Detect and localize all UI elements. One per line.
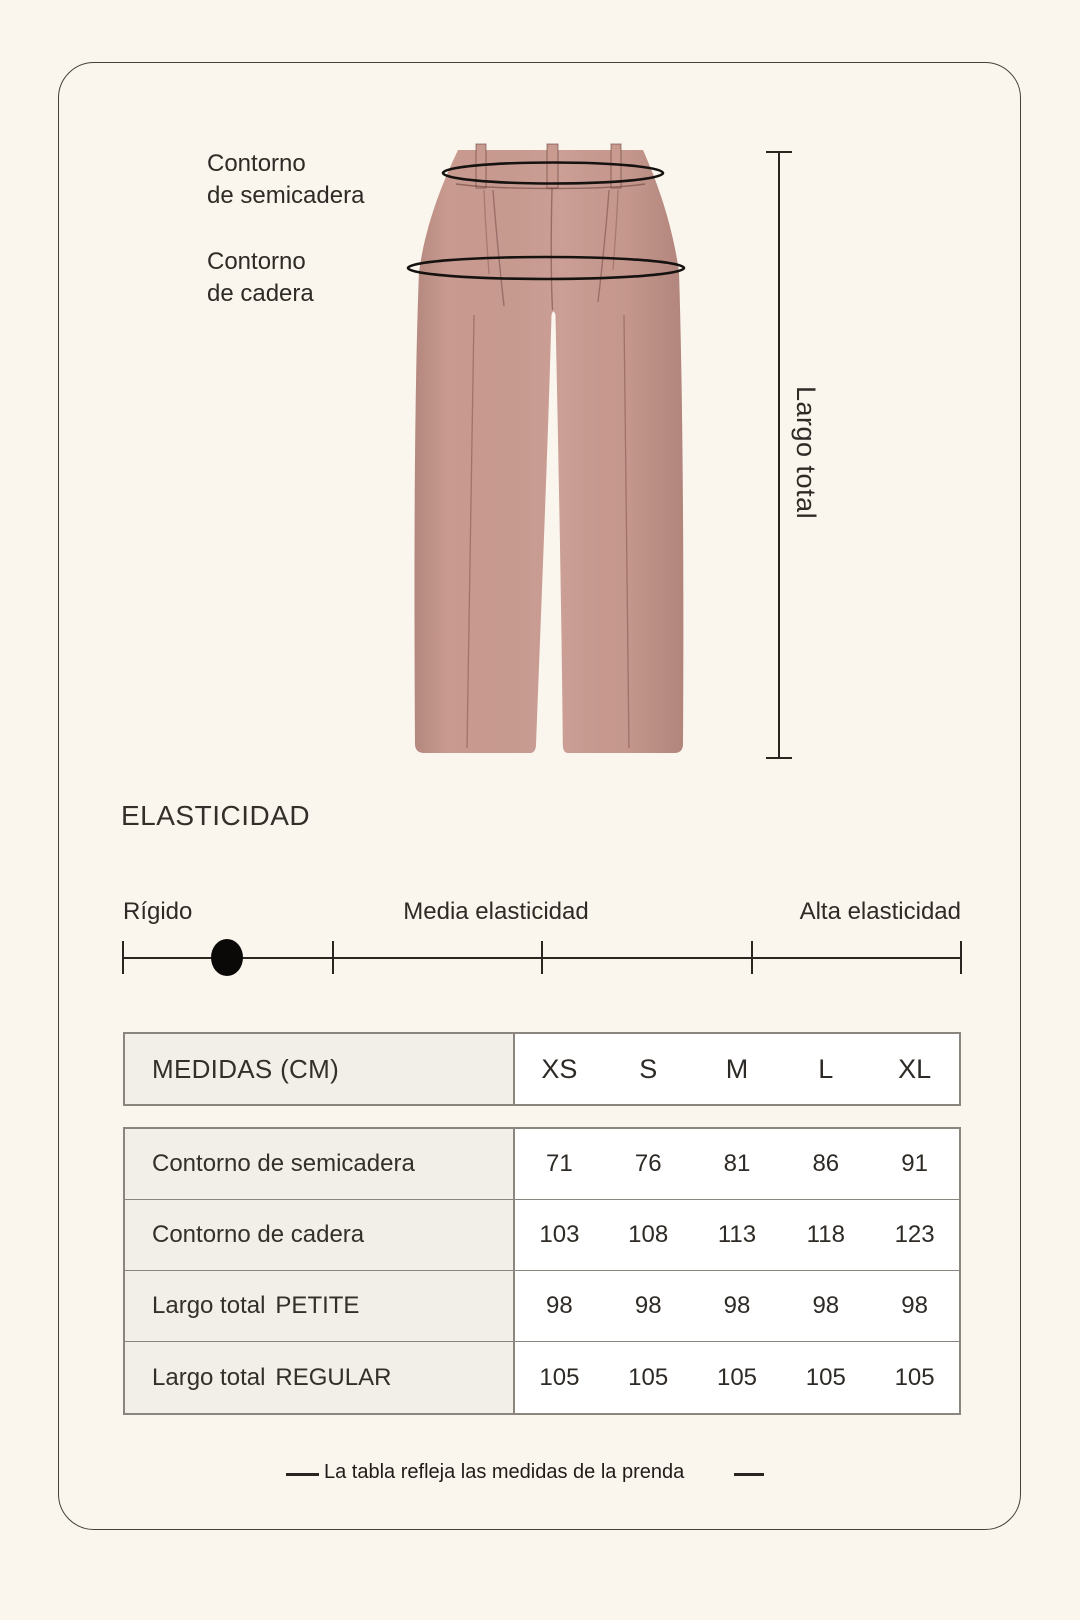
cell-value: 105 xyxy=(894,1363,935,1391)
cell-value: 98 xyxy=(812,1292,840,1319)
belt-loop xyxy=(547,144,558,188)
elasticity-label-media: Media elasticidad xyxy=(403,898,589,925)
cell-value: 108 xyxy=(628,1221,669,1248)
row-values xyxy=(515,1271,959,1341)
cell-value: 105 xyxy=(628,1363,669,1391)
largo-measure-line xyxy=(778,152,780,758)
semicadera-label-line1: Contorno xyxy=(207,150,306,177)
cell-value: 81 xyxy=(723,1150,751,1177)
semicadera-label-line2: de semicadera xyxy=(207,182,365,209)
cell-value: 113 xyxy=(717,1221,757,1248)
cell-value: 118 xyxy=(806,1221,845,1248)
cell-value: 71 xyxy=(546,1150,573,1177)
cell-value: 98 xyxy=(723,1292,751,1319)
elasticity-label-alta: Alta elasticidad xyxy=(799,898,961,925)
trousers-illustration xyxy=(390,140,700,770)
elasticity-labels xyxy=(123,898,961,926)
largo-label: Largo total xyxy=(791,386,821,520)
row-values xyxy=(515,1129,959,1199)
elasticity-tick xyxy=(122,941,124,974)
trousers-shading xyxy=(414,150,683,753)
elasticity-tick xyxy=(751,941,753,974)
size-col-l: L xyxy=(818,1053,834,1084)
cell-value: 86 xyxy=(812,1150,840,1177)
size-col-s: S xyxy=(639,1053,658,1084)
cell-value: 91 xyxy=(901,1150,928,1177)
elasticity-tick xyxy=(541,941,543,974)
measures-table-title: MEDIDAS (CM) xyxy=(125,1034,515,1104)
cell-value: 98 xyxy=(546,1292,573,1319)
row-values xyxy=(515,1342,959,1413)
footer-note: La tabla refleja las medidas de la prenda xyxy=(324,1461,685,1483)
cell-value: 105 xyxy=(805,1363,846,1391)
cell-value: 98 xyxy=(901,1292,928,1319)
measures-table-body xyxy=(123,1127,961,1415)
measures-table-header xyxy=(123,1032,961,1106)
footer-dash-right xyxy=(734,1473,764,1476)
table-row xyxy=(125,1271,959,1342)
cell-value: 103 xyxy=(539,1221,580,1248)
row-label-cell xyxy=(125,1129,515,1199)
elasticity-dot xyxy=(211,939,243,976)
row-label-cell xyxy=(125,1342,515,1413)
row-label: Largo total xyxy=(152,1363,266,1391)
cell-value: 105 xyxy=(716,1363,758,1391)
elasticity-scale xyxy=(123,941,961,974)
size-col-xl: XL xyxy=(898,1053,932,1084)
cell-value: 98 xyxy=(634,1292,662,1319)
elasticity-label-rigido: Rígido xyxy=(123,898,193,925)
cell-value: 76 xyxy=(634,1150,662,1177)
elasticity-title: ELASTICIDAD xyxy=(121,800,311,831)
row-label: Contorno de cadera xyxy=(152,1221,365,1248)
size-columns xyxy=(515,1034,959,1104)
row-label-cell xyxy=(125,1200,515,1270)
cadera-label-line1: Contorno xyxy=(207,248,306,275)
cell-value: 105 xyxy=(539,1363,580,1391)
largo-measure-cap-bottom xyxy=(766,757,792,759)
size-col-m: M xyxy=(725,1053,749,1084)
table-row xyxy=(125,1129,959,1200)
cell-value: 123 xyxy=(894,1221,935,1248)
elasticity-tick xyxy=(960,941,962,974)
largo-measure-cap-top xyxy=(766,151,792,153)
table-row xyxy=(125,1200,959,1271)
elasticity-tick xyxy=(332,941,334,974)
row-variant: REGULAR xyxy=(275,1363,392,1391)
row-variant: PETITE xyxy=(275,1292,360,1319)
table-row xyxy=(125,1342,959,1413)
semicadera-label xyxy=(207,148,364,212)
row-values xyxy=(515,1200,959,1270)
row-label: Contorno de semicadera xyxy=(152,1150,415,1177)
cadera-label xyxy=(207,246,314,310)
cadera-label-line2: de cadera xyxy=(207,280,314,307)
row-label-cell xyxy=(125,1271,515,1341)
footer-dash-left xyxy=(286,1473,319,1476)
row-label: Largo total xyxy=(152,1292,266,1319)
size-col-xs: XS xyxy=(541,1053,578,1084)
